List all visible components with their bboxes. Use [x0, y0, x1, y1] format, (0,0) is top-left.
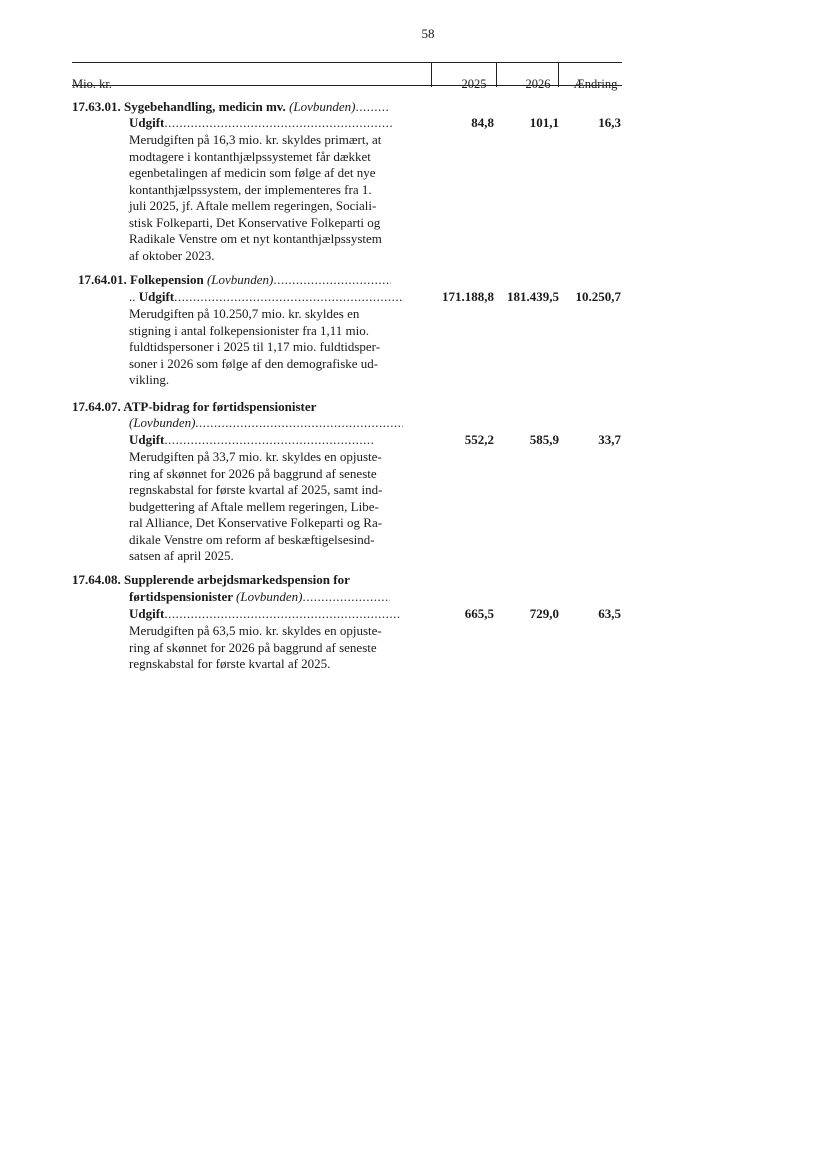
dot-leader: [164, 606, 400, 623]
dot-leader: [174, 289, 404, 306]
entry-name: ATP-bidrag for førtidspensionister: [123, 399, 317, 414]
entry-number: 17.64.08.: [72, 572, 121, 587]
dot-leader: [164, 432, 375, 449]
item-label: Udgift.....: [129, 432, 479, 449]
value-change: 10.250,7: [575, 289, 621, 304]
entry-title: [78, 272, 418, 289]
value-change: 16,3: [598, 115, 621, 130]
unit-label: Mio. kr.: [72, 77, 112, 91]
item-label: Udgift.....: [129, 115, 479, 132]
dot-leader: [195, 415, 403, 432]
entry-number: 17.64.07.: [72, 399, 121, 414]
column-header-2025: 2025: [461, 77, 487, 91]
entry-number: 17.63.01.: [72, 99, 121, 114]
entry-name: Folkepension: [130, 272, 204, 287]
entry-name: Supplerende arbejdsmarkedspension for: [124, 572, 350, 587]
dot-leader: [356, 99, 390, 116]
item-label: .. Udgift.....: [129, 289, 479, 306]
dot-leader: [164, 115, 392, 132]
entry-description: Merudgiften på 16,3 mio. kr. skyldes primært, at modtagere i kontanthjælpssystemet får dækket egenbetalingen af medicin som følge af det nye kontanthjælpssystem, der implementeres fra 1. juli 2025, jf. Aftale mellem regeringen, Sociali- stisk Folkeparti, Det Konservative Folkeparti og Radikale Venstre om et nyt kontanthjælpssystem af oktober 2023.: [129, 132, 382, 263]
entry-name-continued: førtidspensionister (Lovbunden).....: [129, 589, 479, 606]
value-change: 63,5: [598, 606, 621, 621]
entry-law-label: (Lovbunden).....: [129, 415, 479, 432]
entry-title: [72, 99, 412, 116]
table-header: [72, 77, 622, 91]
item-label: Udgift.....: [129, 606, 479, 623]
entry-law-label: (Lovbunden): [236, 589, 303, 604]
entry-name: Sygebehandling, medicin mv.: [124, 99, 286, 114]
value-2026: 585,9: [529, 432, 559, 447]
value-2026: 181.439,5: [507, 289, 559, 304]
value-2025: 665,5: [464, 606, 494, 621]
page-number: 58: [421, 26, 435, 41]
value-2025: 84,8: [471, 115, 494, 130]
dot-leader: [273, 272, 391, 289]
value-change: 33,7: [598, 432, 621, 447]
entry-title: [72, 399, 412, 416]
table-top-rule: [72, 62, 622, 63]
column-header-change: Ændring: [573, 77, 618, 91]
entry-description: Merudgiften på 10.250,7 mio. kr. skyldes en stigning i antal folkepensionister fra 1,11 mio. fuldtidspersoner i 2025 til 1,17 mio. fuldtidsper- soner i 2026 som følge af den demografiske ud- vikling.: [129, 306, 381, 387]
entry-description: Merudgiften på 63,5 mio. kr. skyldes en opjuste- ring af skønnet for 2026 på baggrund af seneste regnskabstal for første kvartal af 2025.: [129, 623, 382, 671]
column-header-2026: 2026: [525, 77, 551, 91]
entry-number: 17.64.01.: [78, 272, 127, 287]
value-2025: 171.188,8: [442, 289, 494, 304]
dot-leader: [302, 589, 390, 606]
entry-law-label: (Lovbunden): [206, 272, 274, 287]
entry-title: [72, 572, 412, 589]
value-2026: 101,1: [529, 115, 559, 130]
entry-law-label: (Lovbunden): [289, 99, 356, 114]
value-2025: 552,2: [464, 432, 494, 447]
value-2026: 729,0: [529, 606, 559, 621]
entry-description: Merudgiften på 33,7 mio. kr. skyldes en opjuste- ring af skønnet for 2026 på baggrund af seneste regnskabstal for første kvartal af 2025, samt ind- budgettering af Aftale mellem regeringen, Libe- ral Alliance, Det Konservative Folkeparti og Ra- dikale Venstre om reform af beskæftigelsesind- satsen af april 2025.: [129, 449, 383, 563]
